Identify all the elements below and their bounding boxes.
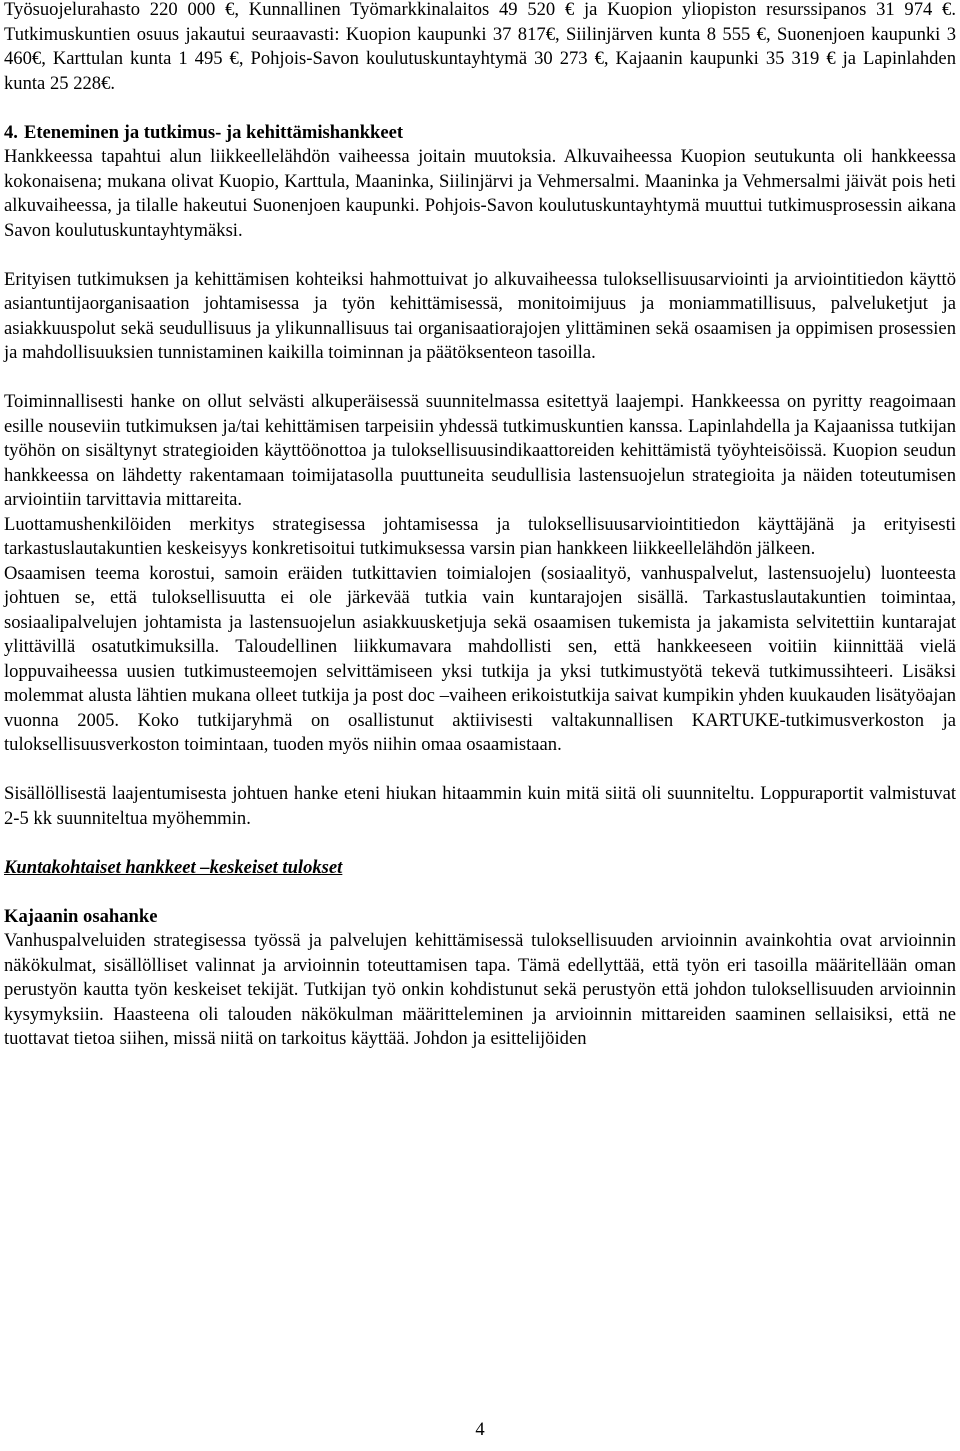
section-heading — [4, 121, 956, 146]
section-paragraph: Hankkeessa tapahtui alun liikkeellelähdön vaiheessa joitain muutoksia. Alkuvaiheessa Kuopion seutukunta oli hankkeessa kokonaisena; mukana olivat Kuopio, Karttula, Maaninka, Siilinjärvi ja Vehmersalmi. Maaninka ja Vehmersalmi jäivät pois heti alkuvaiheessa, ja tilalle hakeutui Suonenjoen kaupunki. Pohjois-Savon koulutuskuntayhtymä muuttui tutkimusprosessin aikana Savon koulutuskuntayhtymäksi. — [4, 146, 956, 241]
intro-paragraph: Työsuojelurahasto 220 000 €, Kunnallinen Työmarkkinalaitos 49 520 € ja Kuopion yliopiston resurssipanos 31 974 €. Tutkimuskuntien osuus jakautui seuraavasti: Kuopion kaupunki 37 817€, Siilinjärven kunta 8 555 €, Suonenjoen kaupunki 3 460€, Karttulan kunta 1 495 €, Pohjois-Savon koulutuskuntayhtymä 30 273 €, Kajaanin kaupunki 35 319 € ja Lapinlahden kunta 25 228€. — [4, 0, 956, 94]
section-paragraph: Toiminnallisesti hanke on ollut selvästi alkuperäisessä suunnitelmassa esitettyä laajempi. Hankkeessa on pyritty reagoimaan esille nouseviin tutkimuksen ja/tai kehittämisen tarpeisiin yhdessä tutkimuskuntien kanssa. Lapinlahdella ja Kajaanissa tutkijan työhön on sisältynyt strategioiden käyttöönottoa ja tuloksellisuusindikaattoreiden kehittämistä työyhteisöissä. Kuopion seudun hankkeessa on lähdetty rakentamaan toimijatasolla puuttuneita seudullisia lastensuojelun strategioita ja näiden toteutumisen arviointiin tarvittavia mittareita. — [4, 391, 956, 510]
section-paragraph: Sisällöllisestä laajentumisesta johtuen hanke eteni hiukan hitaammin kuin mitä siitä oli suunniteltu. Loppuraportit valmistuvat 2-5 kk suunniteltua myöhemmin. — [4, 783, 956, 829]
section-paragraph: Erityisen tutkimuksen ja kehittämisen kohteiksi hahmottuivat jo alkuvaiheessa tuloksellisuusarviointi ja arviointitiedon käyttö asiantuntijaorganisaation johtamisessa ja työn kehittämisessä, monitoimijuus ja moniammatillisuus, palveluketjut ja asiakkuuspolut sekä seudullisuus ja ylikunnallisuus tai organisaatiorajojen ylittäminen sekä osaamisen ja oppimisen prosessien ja mahdollisuuksien tunnistaminen kaikilla toiminnan ja päätöksenteon tasoilla. — [4, 268, 956, 363]
page-number: 4 — [475, 1419, 485, 1440]
section-paragraph: Luottamushenkilöiden merkitys strategisessa johtamisessa ja tuloksellisuusarviointitiedon käyttäjänä ja erityisesti tarkastuslautakuntien keskeisyys konkretisoitui tutkimuksessa varsin pian hankkeen liikkeellelähdön jälkeen. — [4, 513, 956, 559]
section-paragraph: Osaamisen teema korostui, samoin eräiden tutkittavien toimialojen (sosiaalityö, vanhuspalvelut, lastensuojelu) luonteesta johtuen se, että tuloksellisuutta ei ole järkevää tutkia vain kuntarajojen sisällä. Tarkastuslautakuntien toimintaa, sosiaalipalvelujen johtamista ja lastensuojelun asiakkuusketjuja sekä osaamisen tukemista ja jakamista selvitettiin kuntarajat ylittävillä osatutkimuksilla. Taloudellinen liikkumavara mahdollisti sen, että hankkeeseen voitiin kiinnittää vielä loppuvaiheessa uusien tutkimusteemojen selvittämiseen yksi tutkija ja yksi tutkimustyötä tekevä tutkimussihteeri. Lisäksi molemmat alusta lähtien mukana olleet tutkija ja post doc –vaiheen erikoistutkija saivat kumpikin yhden kuukauden lisätyöajan vuonna 2005. Koko tutkijaryhmä on osallistunut aktiivisesti valtakunnallisen KARTUKE-tutkimusverkoston ja tuloksellisuusverkoston toimintaan, tuoden myös niihin omaa osaamistaan. — [4, 562, 956, 755]
subsection-heading: Kajaanin osahanke — [4, 905, 158, 927]
section-number: 4. — [4, 121, 18, 143]
results-subtitle: Kuntakohtaiset hankkeet –keskeiset tulokset — [4, 856, 343, 878]
document-page — [4, 0, 956, 1052]
section-title: Eteneminen ja tutkimus- ja kehittämishankkeet — [23, 121, 404, 143]
subsection-paragraph: Vanhuspalveluiden strategisessa työssä ja palvelujen kehittämisessä tuloksellisuuden arvioinnin avainkohtia ovat arvioinnin näkökulmat, sisällölliset valinnat ja arvioinnin toteuttamisen tapa. Tämä edellyttää, että työn eri tasoilla määritellään oman perustyön kautta työn keskeiset tekijät. Tutkijan työ onkin kohdistunut sekä perustyön että johdon tuloksellisuuden arvioinnin kysymyksiin. Haasteena oli talouden näkökulman määritteleminen ja arvioinnin mittareiden saaminen sellaisiksi, että ne tuottavat tietoa siihen, missä niitä on tarkoitus käyttää. Johdon ja esittelijöiden — [4, 930, 956, 1049]
